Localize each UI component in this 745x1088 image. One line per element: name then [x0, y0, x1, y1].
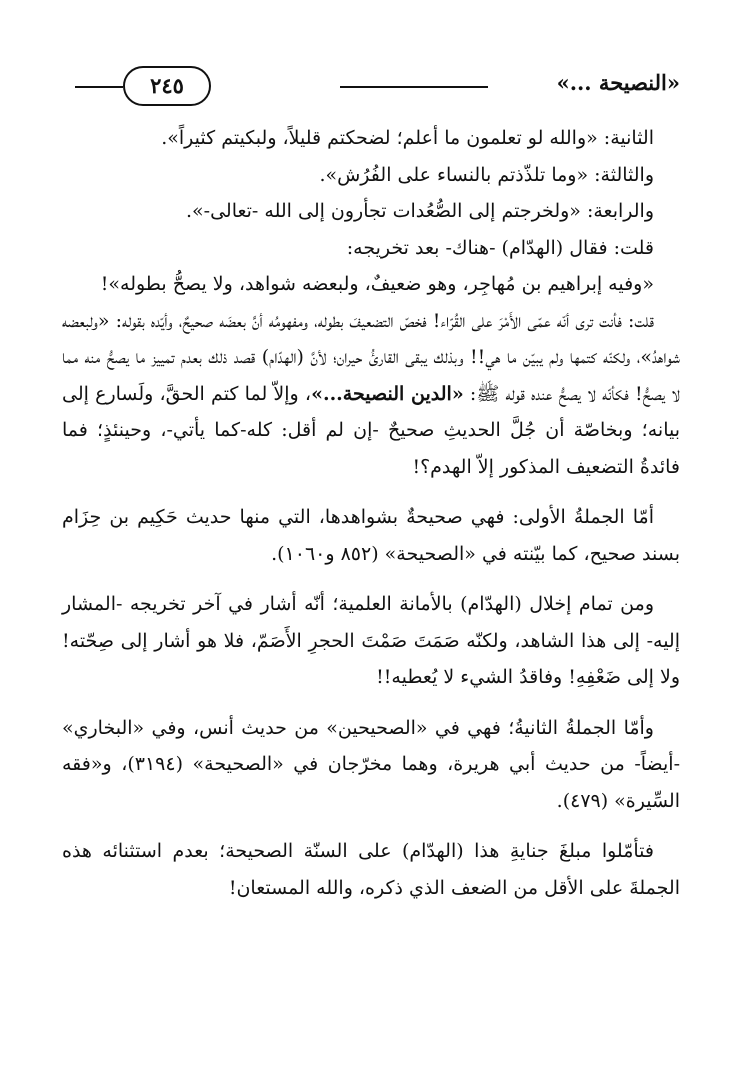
paragraph [62, 303, 680, 486]
paragraph: أمّا الجملةُ الأولى: فهي صحيحةٌ بشواهدها، التي منها حديث حَكِيم بن حِزَام بسند صحيح، كما بيّنته في «الصحيحة» (٨٥٢ و١٠٦٠). [62, 506, 680, 565]
paragraph-gap [62, 572, 680, 586]
paragraph: وأمّا الجملةُ الثانيةُ؛ فهي في «الصحيحين» من حديث أنس، وفي «البخاري» -أيضاً- من حديث أبي هريرة، وهما مخرّجان في «الصحيحة» (٣١٩٤)، و«فقه السِّيرة» (٤٧٩). [62, 716, 680, 812]
paragraph-text: قلت: فأنت ترى أنّه عمّى الأَمْرَ على القُرّاء! فخصّ التضعيفَ بطوله، ومفهومُه أنَّ بعضَه صحيحٌ، وأيّده بقوله: «ولبعضه شواهدُ»، ولكنّه كتمها ولم يبيّن ما هي!! وبذلك يبقى القارئُ حيران؛ لأنَّ (الهدّام) قصد ذلك بعدم تمييز ما يصحُّ منه مما لا يصحُّ! فكأنّه لا يصحُّ عنده قوله ﷺ: [62, 309, 681, 405]
page-body [62, 120, 680, 906]
paragraph: فتأمّلوا مبلغَ جنايةِ هذا (الهدّام) على السنّة الصحيحة؛ بعدم استثنائه هذه الجملةَ على الأقل من الضعف الذي ذكره، والله المستعان! [62, 840, 680, 899]
paragraph: والرابعة: «ولخرجتم إلى الصُّعُدات تجأرون إلى الله -تعالى-». [185, 200, 654, 222]
running-title: «النصيحة ...» [549, 70, 680, 95]
quoted-paragraph: «وفيه إبراهيم بن مُهاجِر، وهو ضعيفٌ، ولبعضه شواهد، ولا يصحُّ بطوله»! [100, 273, 654, 295]
header-rule [340, 86, 488, 88]
hadith-title: «الدين النصيحة...» [311, 382, 464, 405]
page-header [75, 62, 680, 106]
paragraph: الثانية: «والله لو تعلمون ما أعلم؛ لضحكتم قليلاً، ولبكيتم كثيراً». [161, 127, 654, 149]
paragraph-text: ، وإلاّ لما كتم الحقَّ، ولَسارع إلى بيانه؛ وبخاصّة أن جُلَّ الحديثِ صحيحٌ -إن لم أقل: كله-كما يأتي-، وحينئذٍ؛ فما فائدةُ التضعيف المذكور إلاّ الهدم؟! [62, 382, 680, 478]
paragraph-gap [62, 696, 680, 710]
header-rule [75, 86, 123, 88]
page-number: ٢٤٥ [123, 66, 211, 106]
paragraph: والثالثة: «وما تلذّذتم بالنساء على الفُرُش». [319, 163, 654, 186]
paragraph: قلت: فقال (الهدّام) -هناك- بعد تخريجه: [346, 236, 654, 259]
paragraph-gap [62, 819, 680, 833]
paragraph: ومن تمام إخلال (الهدّام) بالأمانة العلمية؛ أنّه أشار في آخر تخريجه -المشار إليه- إلى هذا الشاهد، ولكنّه صَمَتَ صَمْتَ الحجرِ الأَصَمّ، فلا هو أشار إلى صِحّته! ولا إلى ضَعْفِهِ! وفاقدُ الشيء لا يُعطيه!! [62, 593, 680, 688]
paragraph-gap [62, 485, 680, 499]
